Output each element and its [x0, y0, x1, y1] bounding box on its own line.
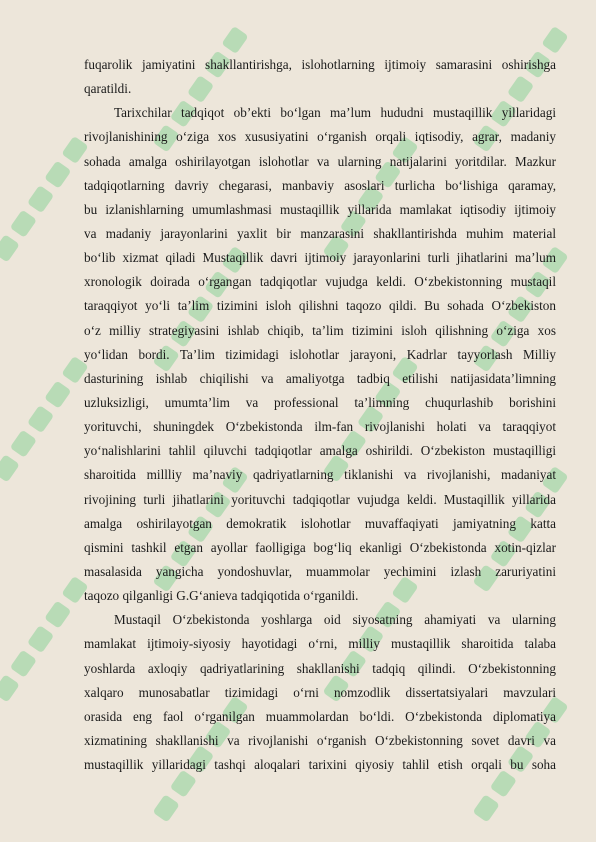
text-line: uzluksizligi, umumta’lim va professional ta’limning chuqurlashib borishini	[84, 394, 556, 410]
text-line: bo‘lib xizmat qiladi Mustaqillik davri ijtimoiy jarayonlarini turli jihatlarini ma’lum	[84, 250, 556, 266]
text-line: mustaqillik yillaridagi tashqi aloqalari tarixini qiyosiy tahlil etish orqali bu soha	[84, 757, 556, 773]
text-line: taqozo qilganligi G.G‘anieva tadqiqotida o‘rganildi.	[84, 588, 359, 604]
text-line: xalqaro munosabatlar tizimidagi o‘rni nomzodlik dissertatsiyalari mavzulari	[84, 684, 556, 700]
text-line: rivojining turli jihatlarini yorituvchi tadqiqotlar vujudga keldi. Mustaqillik yillarida	[84, 491, 556, 507]
text-line: masalasida yangicha yondoshuvlar, muammolar yechimini izlash zaruriyatini	[84, 563, 556, 579]
text-line: yoshlarda axloqiy qadriyatlarining shakllanishi tadqiq qilindi. O‘zbekistonning	[84, 660, 556, 676]
text-line: qaratildi.	[84, 81, 132, 97]
text-line: xronologik doirada o‘rgangan tadqiqotlar vujudga keldi. O‘zbekistonning mustaqil	[84, 274, 556, 290]
text-line: sohada amalga oshirilayotgan islohotlar va ularning natijalarini yoritdilar. Mazkur	[84, 153, 556, 169]
text-line: tadqiqotlarning davriy chegarasi, manbaviy asoslari turlicha bo‘lishiga qaramay,	[84, 177, 556, 193]
text-line: sharoitida millliy ma’naviy qadriyatlarning tiklanishi va rivojlanishi, madaniyat	[84, 467, 556, 483]
text-line: taraqqiyot yo‘li ta’lim tizimini isloh qilishni taqozo qildi. Bu sohada O‘zbekiston	[84, 298, 556, 314]
text-line: fuqarolik jamiyatini shakllantirishga, islohotlarning ijtimoiy samarasini oshirishga	[84, 57, 556, 72]
text-line: yo‘nalishlarini tahlil qiluvchi tadqiqotlar amalga oshirildi. O‘zbekiston mustaqilligi	[84, 443, 556, 459]
watermark-mark	[0, 356, 89, 483]
text-line: yorituvchi, shuningdek O‘zbekistonda ilm-fan rivojlanishi holati va taraqqiyot	[84, 419, 556, 435]
text-line: va madaniy jarayonlarini yaxlit bir manzarasini shakllantirishda muhim material	[84, 225, 556, 241]
watermark-mark	[0, 136, 89, 263]
text-line: mamlakat ijtimoiy-siyosiy hayotidagi o‘rni, milliy mustaqillik sharoitida talaba	[84, 636, 556, 652]
text-line: qismini tashkil etgan ayollar faolligiga bog‘liq ekanligi O‘zbekistonda xotin-qizlar	[84, 539, 556, 555]
text-line: bu izlanishlarning umumlashmasi mustaqillik yillarida mamlakat iqtisodiy ijtimoiy	[84, 201, 556, 217]
document-body	[84, 53, 556, 777]
text-line: Mustaqil O‘zbekistonda yoshlarga oid siyosatning ahamiyati va ularning	[114, 612, 556, 628]
text-line: rivojlanishining o‘ziga xos xususiyatini o‘rganish orqali iqtisodiy, agrar, madaniy	[84, 129, 556, 145]
text-line: orasida eng faol o‘rganilgan muammolardan bo‘ldi. O‘zbekistonda diplomatiya	[84, 708, 556, 724]
text-line: amalga oshirilayotgan demokratik islohotlar muvaffaqiyati jamiyatning katta	[84, 515, 556, 531]
watermark-mark	[0, 576, 89, 703]
text-line: dasturining ishlab chiqilishi va amaliyotga tadbiq etilishi natijasidata’limning	[84, 370, 556, 386]
text-line: xizmatining shakllanishi va rivojlanishi o‘rganish O‘zbekistonning sovet davri va	[84, 732, 556, 748]
text-line: yo‘lidan bordi. Ta’lim tizimidagi islohotlar jarayoni, Kadrlar tayyorlash Milliy	[84, 346, 556, 362]
text-line: o‘z milliy strategiyasini ishlab chiqib, ta’lim tizimini isloh qilishning o‘ziga xos	[84, 322, 556, 338]
text-line: Tarixchilar tadqiqot ob’ekti bo‘lgan ma’lum hududni mustaqillik yillaridagi	[114, 105, 556, 121]
